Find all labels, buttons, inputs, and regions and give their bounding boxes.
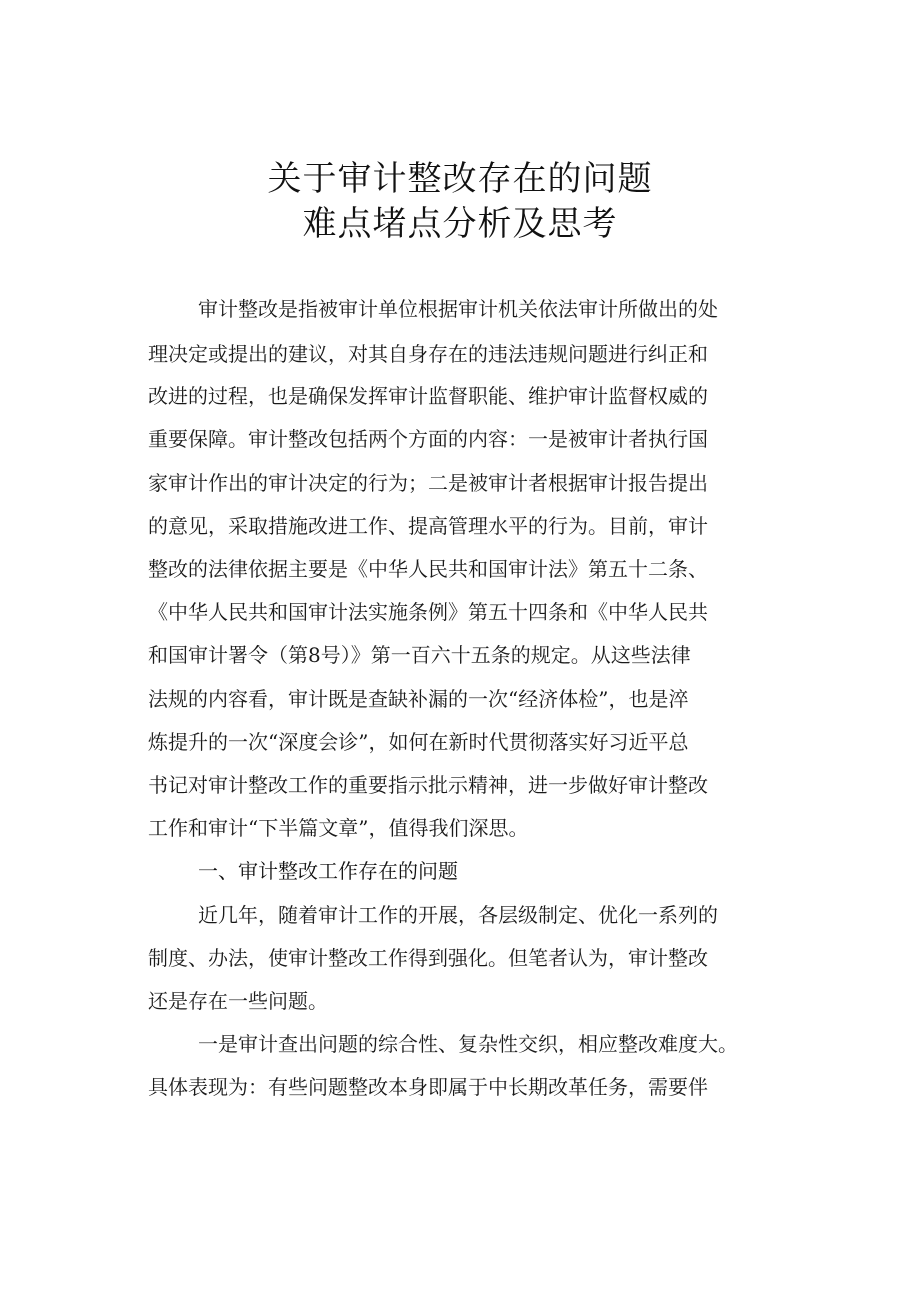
paragraph-line: 和国审计署令（第8号）》第一百六十五条的规定。从这些法律 — [148, 643, 691, 667]
paragraph-line: 重要保障。审计整改包括两个方面的内容：一是被审计者执行国 — [148, 427, 708, 451]
paragraph-line: 理决定或提出的建议，对其自身存在的违法违规问题进行纠正和 — [148, 342, 708, 366]
paragraph-line: 还是存在一些问题。 — [148, 989, 328, 1013]
paragraph-line: 书记对审计整改工作的重要指示批示精神，进一步做好审计整改 — [148, 773, 708, 797]
paragraph-line: 改进的过程，也是确保发挥审计监督职能、维护审计监督权威的 — [148, 384, 708, 408]
section-heading: 一、审计整改工作存在的问题 — [198, 859, 458, 883]
paragraph-line: 炼提升的一次“深度会诊”，如何在新时代贯彻落实好习近平总 — [148, 730, 689, 754]
document-title-line-2: 难点堵点分析及思考 — [302, 204, 618, 244]
paragraph-line: 整改的法律依据主要是《中华人民共和国审计法》第五十二条、 — [148, 557, 708, 581]
paragraph-line: 审计整改是指被审计单位根据审计机关依法审计所做出的处 — [198, 297, 718, 321]
paragraph-line: 制度、办法，使审计整改工作得到强化。但笔者认为，审计整改 — [148, 946, 708, 970]
document-title-line-1: 关于审计整改存在的问题 — [267, 159, 653, 199]
paragraph-line: 工作和审计“下半篇文章”，值得我们深思。 — [148, 816, 529, 840]
paragraph-line: 近几年，随着审计工作的开展，各层级制定、优化一系列的 — [198, 903, 718, 927]
paragraph-line: 《中华人民共和国审计法实施条例》第五十四条和《中华人民共 — [148, 600, 708, 624]
paragraph-line: 一是审计查出问题的综合性、复杂性交织，相应整改难度大。 — [198, 1032, 738, 1056]
paragraph-line: 家审计作出的审计决定的行为；二是被审计者根据审计报告提出 — [148, 471, 708, 495]
paragraph-line: 的意见，采取措施改进工作、提高管理水平的行为。目前，审计 — [148, 514, 708, 538]
paragraph-line: 具体表现为：有些问题整改本身即属于中长期改革任务，需要伴 — [148, 1075, 708, 1099]
paragraph-line: 法规的内容看，审计既是查缺补漏的一次“经济体检”，也是淬 — [148, 687, 689, 711]
